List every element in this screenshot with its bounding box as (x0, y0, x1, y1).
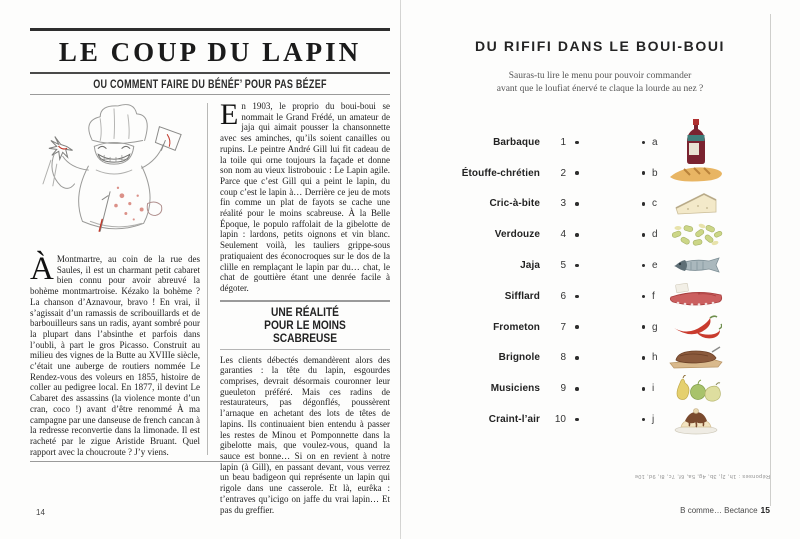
wine-bottle-icon (666, 127, 726, 157)
divider (30, 28, 390, 31)
quiz-subtitle-line1: Sauras-tu lire le menu pour pouvoir commander (508, 71, 692, 81)
quiz-row (430, 343, 770, 374)
fruits-icon (666, 374, 726, 404)
quiz-letter: a (652, 136, 658, 148)
column-right (220, 98, 390, 515)
footer-text: B comme… Bectance (680, 506, 758, 515)
quiz-row (430, 219, 770, 250)
quiz-row (430, 158, 770, 189)
match-dot (642, 325, 646, 329)
quiz-letter: g (652, 321, 658, 333)
quiz-subtitle (430, 70, 770, 96)
match-dot (575, 171, 579, 175)
paragraph (220, 355, 390, 516)
match-dot (642, 418, 646, 422)
quiz-letter: j (652, 414, 655, 426)
quiz-number: 6 (560, 290, 566, 302)
quiz-number: 5 (560, 260, 566, 272)
quiz-word: Frometon (493, 321, 540, 333)
match-dot (575, 387, 579, 391)
divider (30, 72, 390, 74)
column-divider (207, 103, 208, 455)
quiz-word: Brignole (498, 352, 540, 364)
quiz-number: 2 (560, 167, 566, 179)
quiz-letter: i (652, 383, 655, 395)
page-subtitle: OU COMMENT FAIRE DU BÉNÉF’ POUR PAS BÉZEF (93, 78, 327, 92)
quiz-letter: f (652, 290, 655, 302)
match-dot (642, 171, 646, 175)
match-dot (642, 141, 646, 145)
page-gutter (400, 0, 401, 539)
quiz-row (430, 312, 770, 343)
quiz-word: Barbaque (493, 136, 540, 148)
match-dot (642, 233, 646, 237)
dropcap: E (220, 98, 239, 131)
quiz-word: Jaja (520, 260, 540, 272)
quiz-row (430, 281, 770, 312)
match-dot (575, 141, 579, 145)
match-dot (642, 264, 646, 268)
cake-on-plate-icon (666, 405, 726, 435)
dropcap: À (30, 251, 54, 287)
page-footer-right (680, 505, 770, 515)
quiz-number: 8 (560, 352, 566, 364)
quiz-title: DU RIFIFI DANS LE BOUI-BOUI (474, 38, 726, 54)
page-number-left: 14 (36, 508, 45, 517)
baguette-icon (666, 158, 726, 188)
answer-key-upside-down: Réponses : 1h, 2j, 3b, 4g, 5a, 6f, 7c, 8i, 9d, 10e (634, 473, 770, 479)
quiz-number: 4 (560, 229, 566, 241)
quiz-letter: e (652, 260, 658, 272)
quiz-letter: b (652, 167, 658, 179)
match-dot (642, 295, 646, 299)
paragraph (30, 251, 200, 457)
quiz-word: Verdouze (494, 229, 540, 241)
match-dot (575, 202, 579, 206)
chili-peppers-icon (666, 312, 726, 342)
quiz-subtitle-line2: avant que le loufiat énervé te claque la lourde au nez ? (496, 84, 704, 94)
quiz-letter: c (652, 198, 657, 210)
paragraph (220, 98, 390, 294)
quiz-word: Sifflard (504, 290, 540, 302)
quiz-row (430, 250, 770, 281)
quiz-word: Étouffe-chrétien (461, 167, 540, 179)
section-heading-line1: UNE RÉALITÉ (270, 304, 339, 319)
quiz-row (430, 373, 770, 404)
paragraph-text: n 1903, le proprio du boui-boui se nommait le Grand Frédé, un amateur de jaja qui aimait pousser la chansonnette avec ses aminches, qu’ils soient canailles ou rupins. Le peintre André Gill lui fit cadeau de la toile qui orne toujours la façade et donne son nom au vieux listrobouic : Le Lapin agile. Parce que c’est Gill qui a peint le lapin, du coup c’est le lapin à… Derrière ce jeu de mots fin comme un plat de fayots se cache une réalité pour le moins scabreuse. À la Belle Époque, le populo raffolait de la gibelotte de lapin : lardons, petits oignons et vin blanc. Seulement voilà, les tauliers grippe-sous pratiquaient des éconocroques sur le dos de la clille en remplaçant le lapin par du… chat, le chat de gouttière étant une denrée facile à dégoter. (220, 101, 390, 293)
quiz-number: 7 (560, 321, 566, 333)
quiz-letter: h (652, 352, 658, 364)
fish-icon (666, 251, 726, 281)
page-number-right: 15 (760, 505, 770, 515)
quiz-number: 9 (560, 383, 566, 395)
cheese-wedge-icon (666, 189, 726, 219)
match-dot (575, 325, 579, 329)
column-left (30, 101, 200, 457)
sausage-ribs-icon (666, 281, 726, 311)
section-heading-line2: POUR LE MOINS SCABREUSE (264, 317, 346, 345)
match-dot (642, 387, 646, 391)
match-dot (575, 233, 579, 237)
quiz-number: 10 (554, 414, 566, 426)
match-dot (575, 295, 579, 299)
matching-quiz (430, 127, 770, 435)
quiz-row (430, 127, 770, 158)
quiz-word: Musiciens (490, 383, 540, 395)
chef-illustration (30, 101, 200, 249)
match-dot (642, 356, 646, 360)
quiz-number: 1 (560, 136, 566, 148)
right-page (430, 0, 770, 539)
section-heading (220, 300, 390, 350)
paragraph-text: Montmartre, au coin de la rue des Saules, il est un charmant petit cabaret bien connu pour avoir abreuvé la bohème montmartroise. Kézako la bohème ? La chanson d’Aznavour, bravo ! En vrai, il s’agissait d’un ramassis de scribouillards et de barbouilleurs sans un radis, ayant sombré pour la plupart dans l’absinthe et parfois dans l’oubli, à part le gros Picasso. Construit au milieu des vignes de la Butte au XVIIIe siècle, c’était une auberge de routiers nommée Le Rendez-vous des voleurs en 1855, histoire de coller au pedigree local. En 1877, il devint Le Cabaret des assassins (la violence monte d’un cran, coco !) avant d’être renommé À ma campagne par une danseuse de french cancan à la redresse reconvertie dans la limonade. Il est racheté par le zigue Aristide Bruant. Quel rapport avec la choucroute ? J’y viens. (30, 254, 200, 457)
page-edge (770, 14, 771, 506)
page-title: LE COUP DU LAPIN (58, 37, 362, 67)
match-dot (642, 202, 646, 206)
quiz-row (430, 189, 770, 220)
match-dot (575, 264, 579, 268)
quiz-number: 3 (560, 198, 566, 210)
match-dot (575, 356, 579, 360)
paragraph-text: Les clients débectés demandèrent alors des garanties : la tête du lapin, esgourdes comprises, devrait désormais couronner leur gueuleton préféré. Mais ces radins de restaurateurs, pas dégonflés, poussèrent l’arnaque en achetant des lots de têtes de lapins. Ils continuaient bien entendu à passer les restes de Minou et Pomponnette dans la gibelotte mais, que voulez-vous, quand la sauce est bonne… Si on en revient à notre lapin (à Gill), en passant devant, vous verrez un beau badigeon qui représente un lapin qui rigole dans une casserole. Et là, eurêka : t’entraves qu’icigo on jaffe du vrai lapin… Et pas du greffier. (220, 354, 390, 515)
quiz-row (430, 404, 770, 435)
roast-on-board-icon (666, 343, 726, 373)
quiz-letter: d (652, 229, 658, 241)
scattered-beans-icon (666, 220, 726, 250)
match-dot (575, 418, 579, 422)
quiz-word: Craint-l’air (488, 414, 540, 426)
quiz-word: Cric-à-bite (489, 198, 540, 210)
